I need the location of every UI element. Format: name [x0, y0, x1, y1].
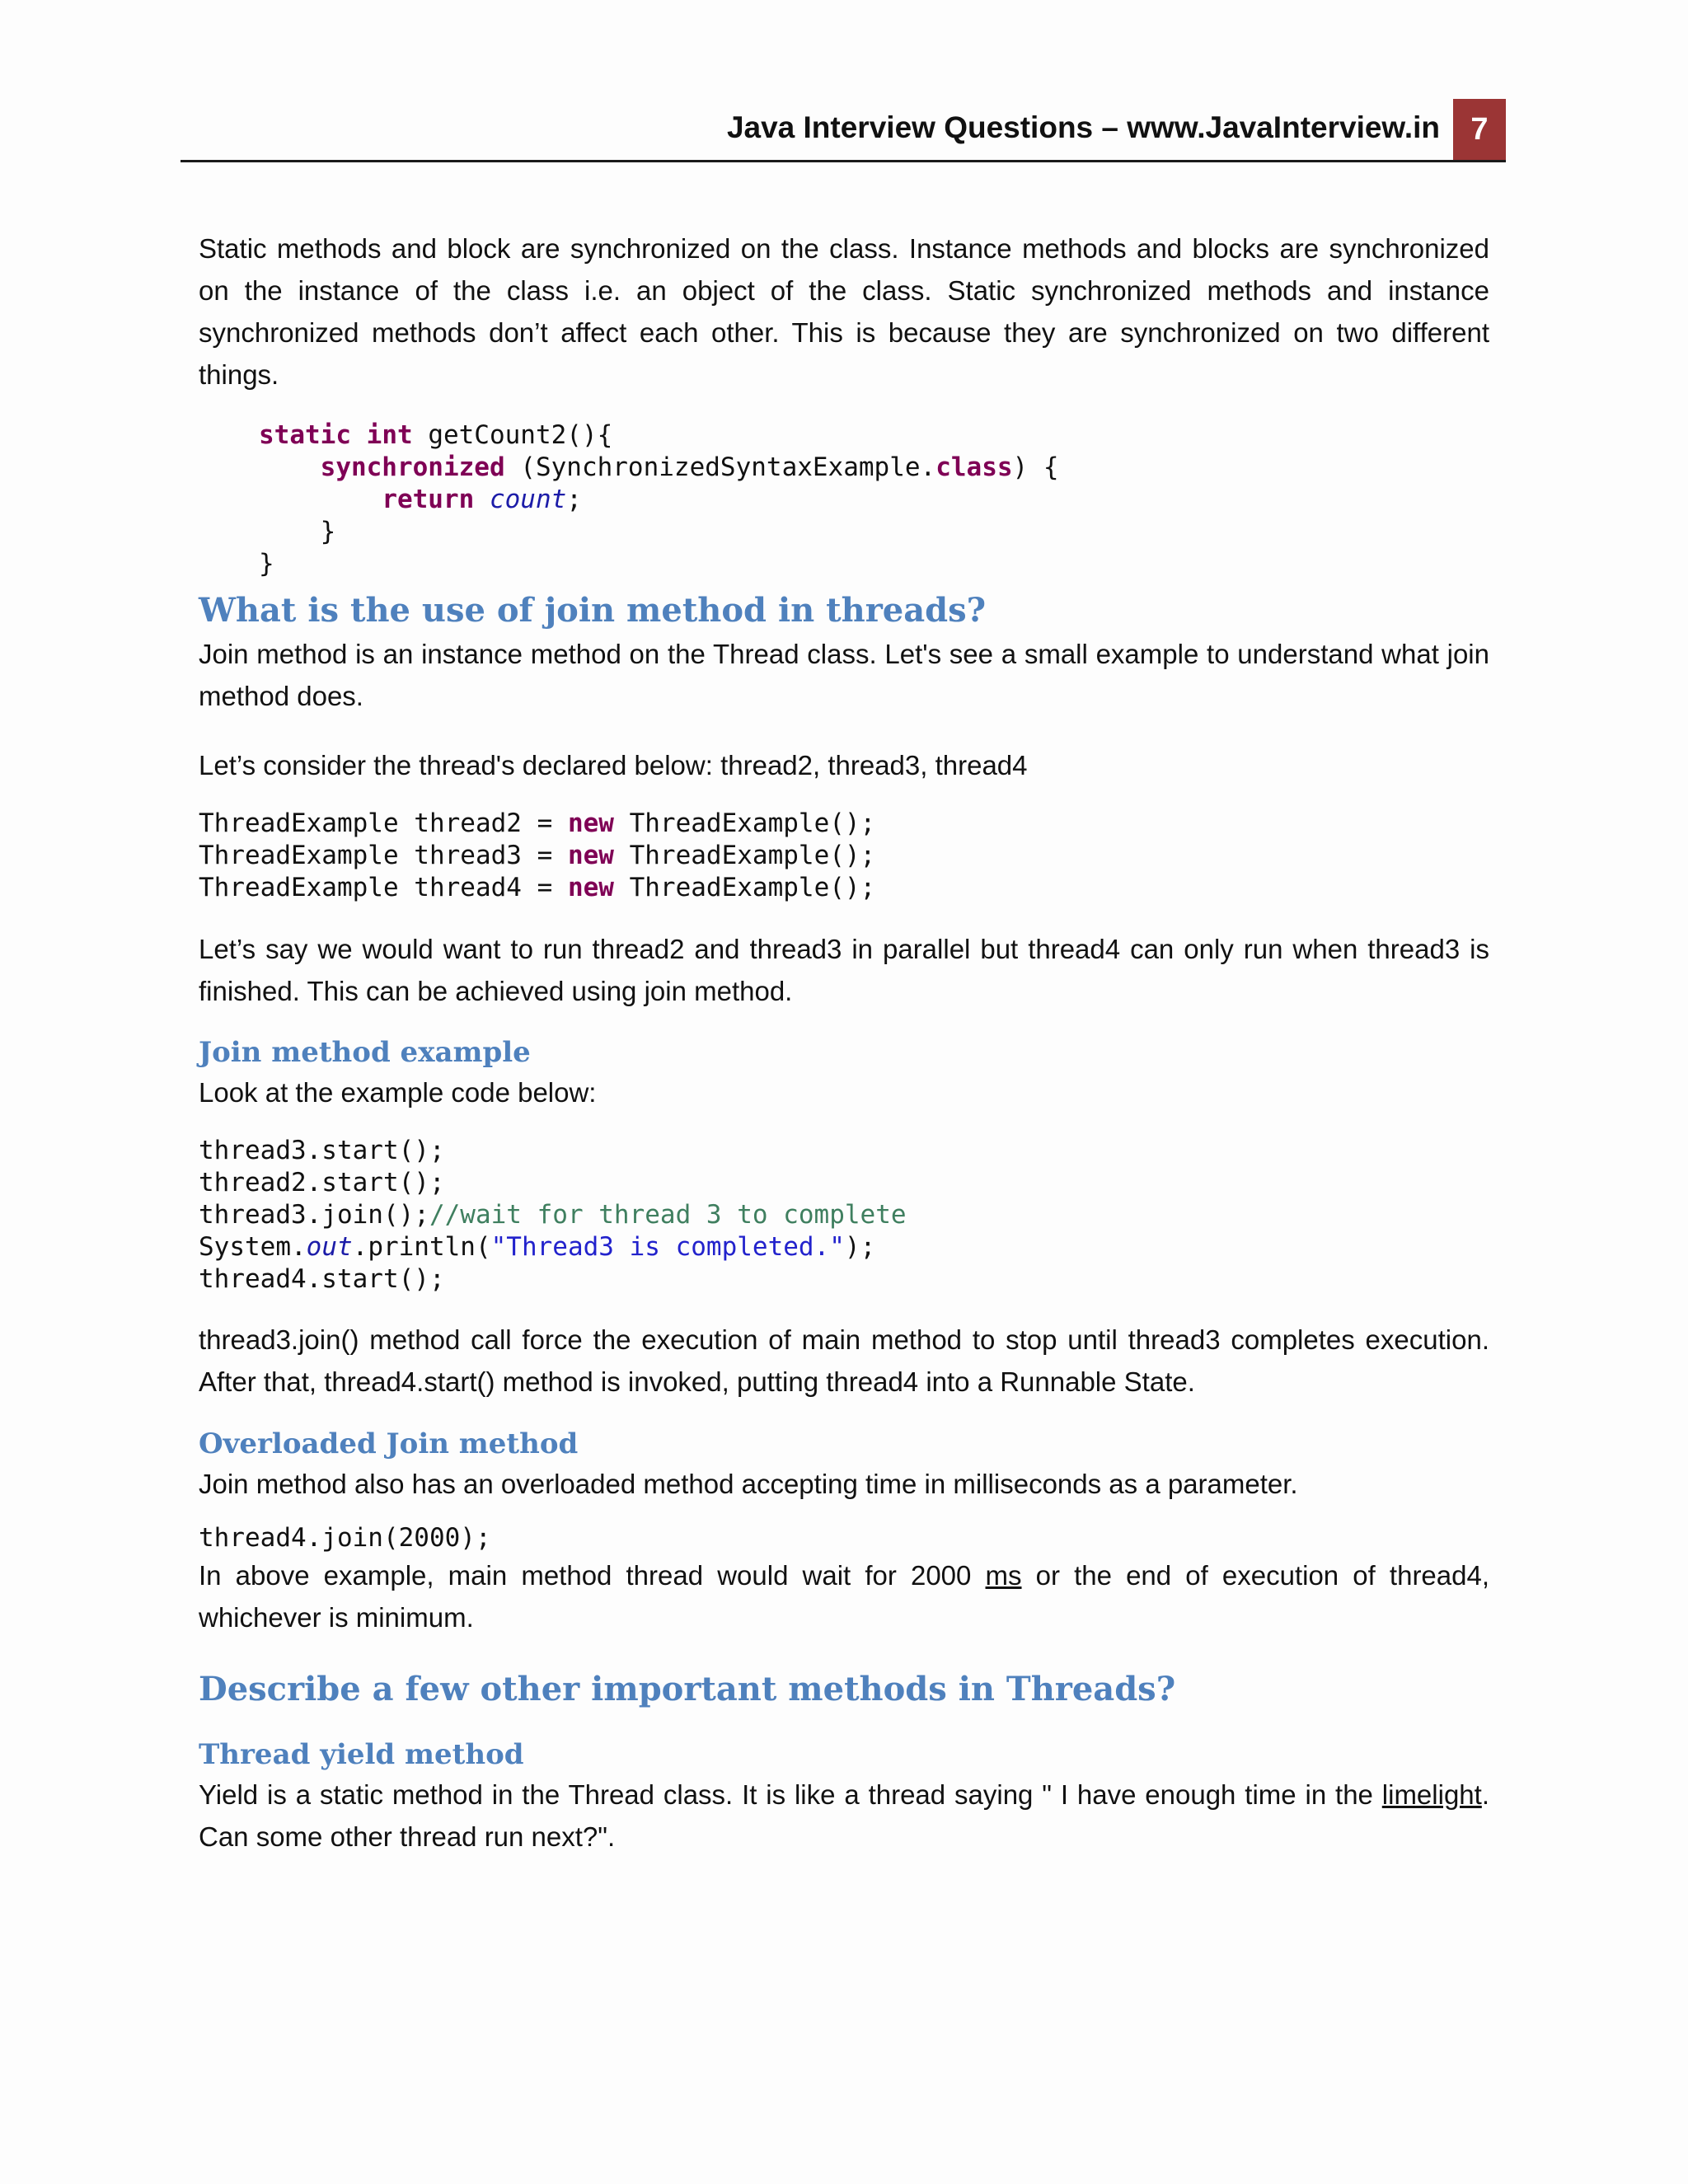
code-block-declarations [199, 808, 1489, 904]
page-content [199, 227, 1489, 1858]
code-line: System.out.println("Thread3 is completed."); [199, 1232, 876, 1262]
join-para-1: Join method is an instance method on the Thread class. Let's see a small example to understand what join method does. [199, 639, 1489, 711]
code-line-join-timeout: thread4.join(2000); [199, 1523, 491, 1553]
code-line: ThreadExample thread4 = new ThreadExample(); [199, 873, 876, 902]
header-title: Java Interview Questions – www.JavaInterview.in [726, 110, 1440, 144]
join-example-intro: Look at the example code below: [199, 1077, 597, 1108]
yield-paragraph: Yield is a static method in the Thread class. It is like a thread saying " I have enough time in the limelight. Can some other thread run next?". [199, 1779, 1489, 1852]
page-number-badge: 7 [1453, 99, 1506, 160]
code-line: } [259, 549, 274, 579]
heading-other-methods: Describe a few other important methods in Threads? [199, 1670, 1176, 1708]
page-header [181, 97, 1506, 162]
code-line: thread3.start(); [199, 1136, 445, 1165]
code-line: ThreadExample thread2 = new ThreadExample(); [199, 808, 876, 838]
join-para-2: Let’s consider the thread's declared below: thread2, thread3, thread4 [199, 750, 1028, 780]
join-example-explanation: thread3.join() method call force the execution of main method to stop until thread3 completes execution. After that, thread4.start() method is invoked, putting thread4 into a Runnable State. [199, 1324, 1489, 1397]
code-line: ThreadExample thread3 = new ThreadExample(); [199, 841, 876, 870]
intro-paragraph: Static methods and block are synchronized on the class. Instance methods and blocks are synchronized on the instance of the class i.e. an object of the class. Static synchronized methods and instance synchronized methods don’t affect each other. This is because they are synchronized on two different things. [199, 233, 1489, 390]
code-string: "Thread3 is completed." [490, 1232, 845, 1262]
code-line: } [320, 517, 336, 546]
heading-thread-yield: Thread yield method [199, 1738, 524, 1771]
join-para-3: Let’s say we would want to run thread2 and thread3 in parallel but thread4 can only run when thread3 is finished. This can be achieved using join method. [199, 934, 1489, 1006]
code-line: static int getCount2(){ [259, 420, 613, 450]
code-line: thread4.start(); [199, 1264, 445, 1294]
code-block-join-example [199, 1135, 1489, 1296]
ms-term: ms [985, 1560, 1022, 1591]
code-line: thread2.start(); [199, 1168, 445, 1197]
heading-join-method: What is the use of join method in threads? [199, 591, 987, 630]
limelight-term: limelight [1381, 1779, 1482, 1810]
overloaded-join-explanation: In above example, main method thread would wait for 2000 ms or the end of execution of thread4, whichever is minimum. [199, 1560, 1490, 1633]
code-line: synchronized (SynchronizedSyntaxExample.class) { [320, 452, 1059, 482]
overloaded-join-para: Join method also has an overloaded method accepting time in milliseconds as a parameter. [199, 1469, 1298, 1499]
heading-join-example: Join method example [199, 1036, 531, 1069]
code-line: return count; [382, 485, 582, 514]
code-line: thread3.join();//wait for thread 3 to complete [199, 1200, 907, 1230]
code-block-sync [259, 419, 1489, 580]
heading-overloaded-join: Overloaded Join method [199, 1427, 579, 1460]
code-comment: //wait for thread 3 to complete [429, 1200, 907, 1230]
